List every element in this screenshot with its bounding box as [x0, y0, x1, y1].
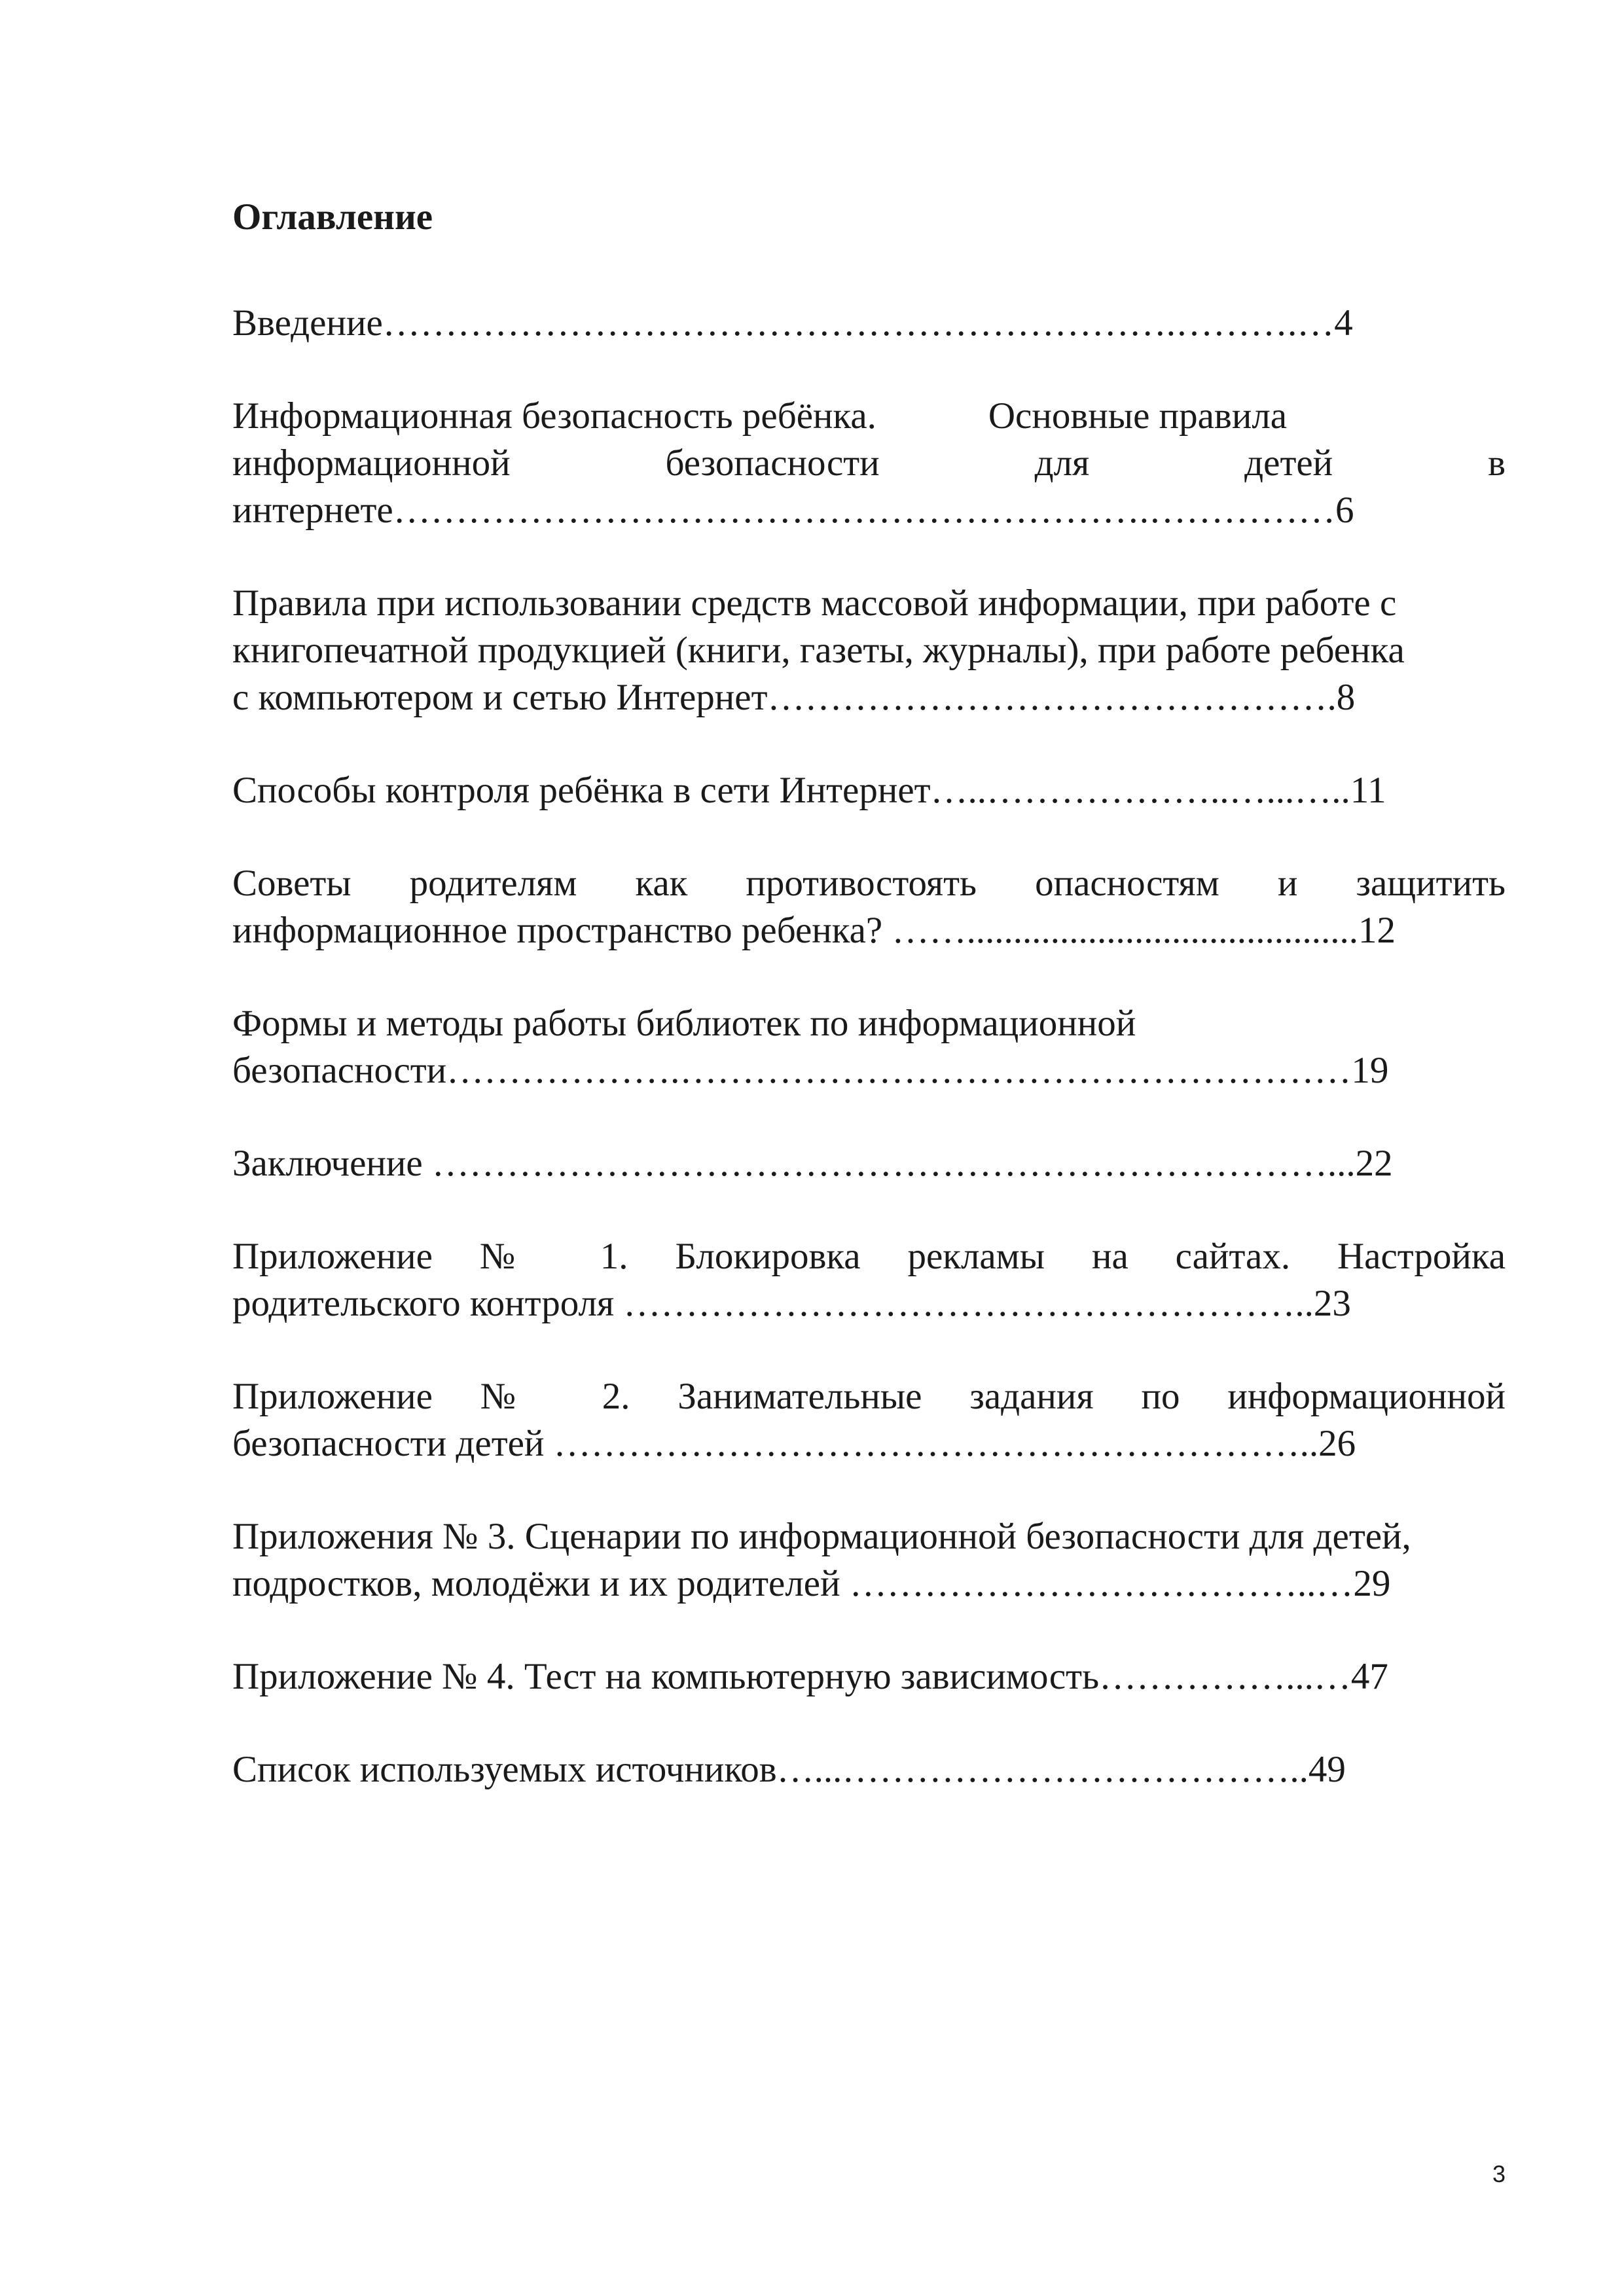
toc-entry-conclusion: Заключение ………………………………………………………………...22	[232, 1143, 1393, 1184]
toc-entry-appendix-1-line-2: родительского контроля ………………………………………………..23	[232, 1283, 1351, 1324]
page-number: 3	[1492, 2161, 1506, 2187]
toc-entry-media-rules-line-3: с компьютером и сетью Интернет……………………………………….8	[232, 677, 1356, 718]
toc-entry-child-info-security-line-3: интернете…………………………………………………….……………6	[232, 490, 1354, 531]
toc-entry-child-info-security-line-2: информационной безопасности для детей в	[232, 442, 1506, 484]
toc-entry-parent-advice-line-2: информационное пространство ребенка? ……..........................................12	[232, 910, 1396, 951]
toc-entry-appendix-3-line-2: подростков, молодёжи и их родителей ………………………………..…29	[232, 1563, 1391, 1604]
toc-entry-library-methods-line-1: Формы и методы работы библиотек по информационной	[232, 1003, 1136, 1044]
toc-entry-parent-advice-line-1: Советы родителям как противостоять опасностям и защитить	[232, 863, 1506, 904]
toc-entry-introduction: Введение……………………………………………………….……….…4	[232, 302, 1353, 344]
toc-title: Оглавление	[232, 196, 433, 238]
toc-entry-media-rules-line-2: книгопечатной продукцией (книги, газеты, журналы), при работе ребенка	[232, 630, 1405, 671]
toc-entry-library-methods-line-2: безопасности……………….………………………………………………19	[232, 1050, 1389, 1091]
toc-entry-child-info-security-line-1: Информационная безопасность ребёнка. Основные правила	[232, 395, 1288, 437]
toc-entry-appendix-4: Приложение № 4. Тест на компьютерную зависимость……………...…47	[232, 1656, 1388, 1697]
toc-entry-appendix-1-line-1: Приложение № 1. Блокировка рекламы на сайтах. Настройка	[232, 1236, 1506, 1277]
toc-entry-media-rules-line-1: Правила при использовании средств массовой информации, при работе с	[232, 583, 1397, 624]
toc-entry-appendix-2-line-1: Приложение № 2. Занимательные задания по информационной	[232, 1376, 1506, 1417]
toc-entry-control-methods: Способы контроля ребёнка в сети Интернет…..………………..…...…..11	[232, 770, 1386, 811]
toc-entry-references: Список используемых источников…...………………………………..49	[232, 1749, 1346, 1790]
toc-entry-appendix-2-line-2: безопасности детей ……………………………………………………..26	[232, 1423, 1356, 1464]
toc-entry-appendix-3-line-1: Приложения № 3. Сценарии по информационной безопасности для детей,	[232, 1516, 1411, 1557]
